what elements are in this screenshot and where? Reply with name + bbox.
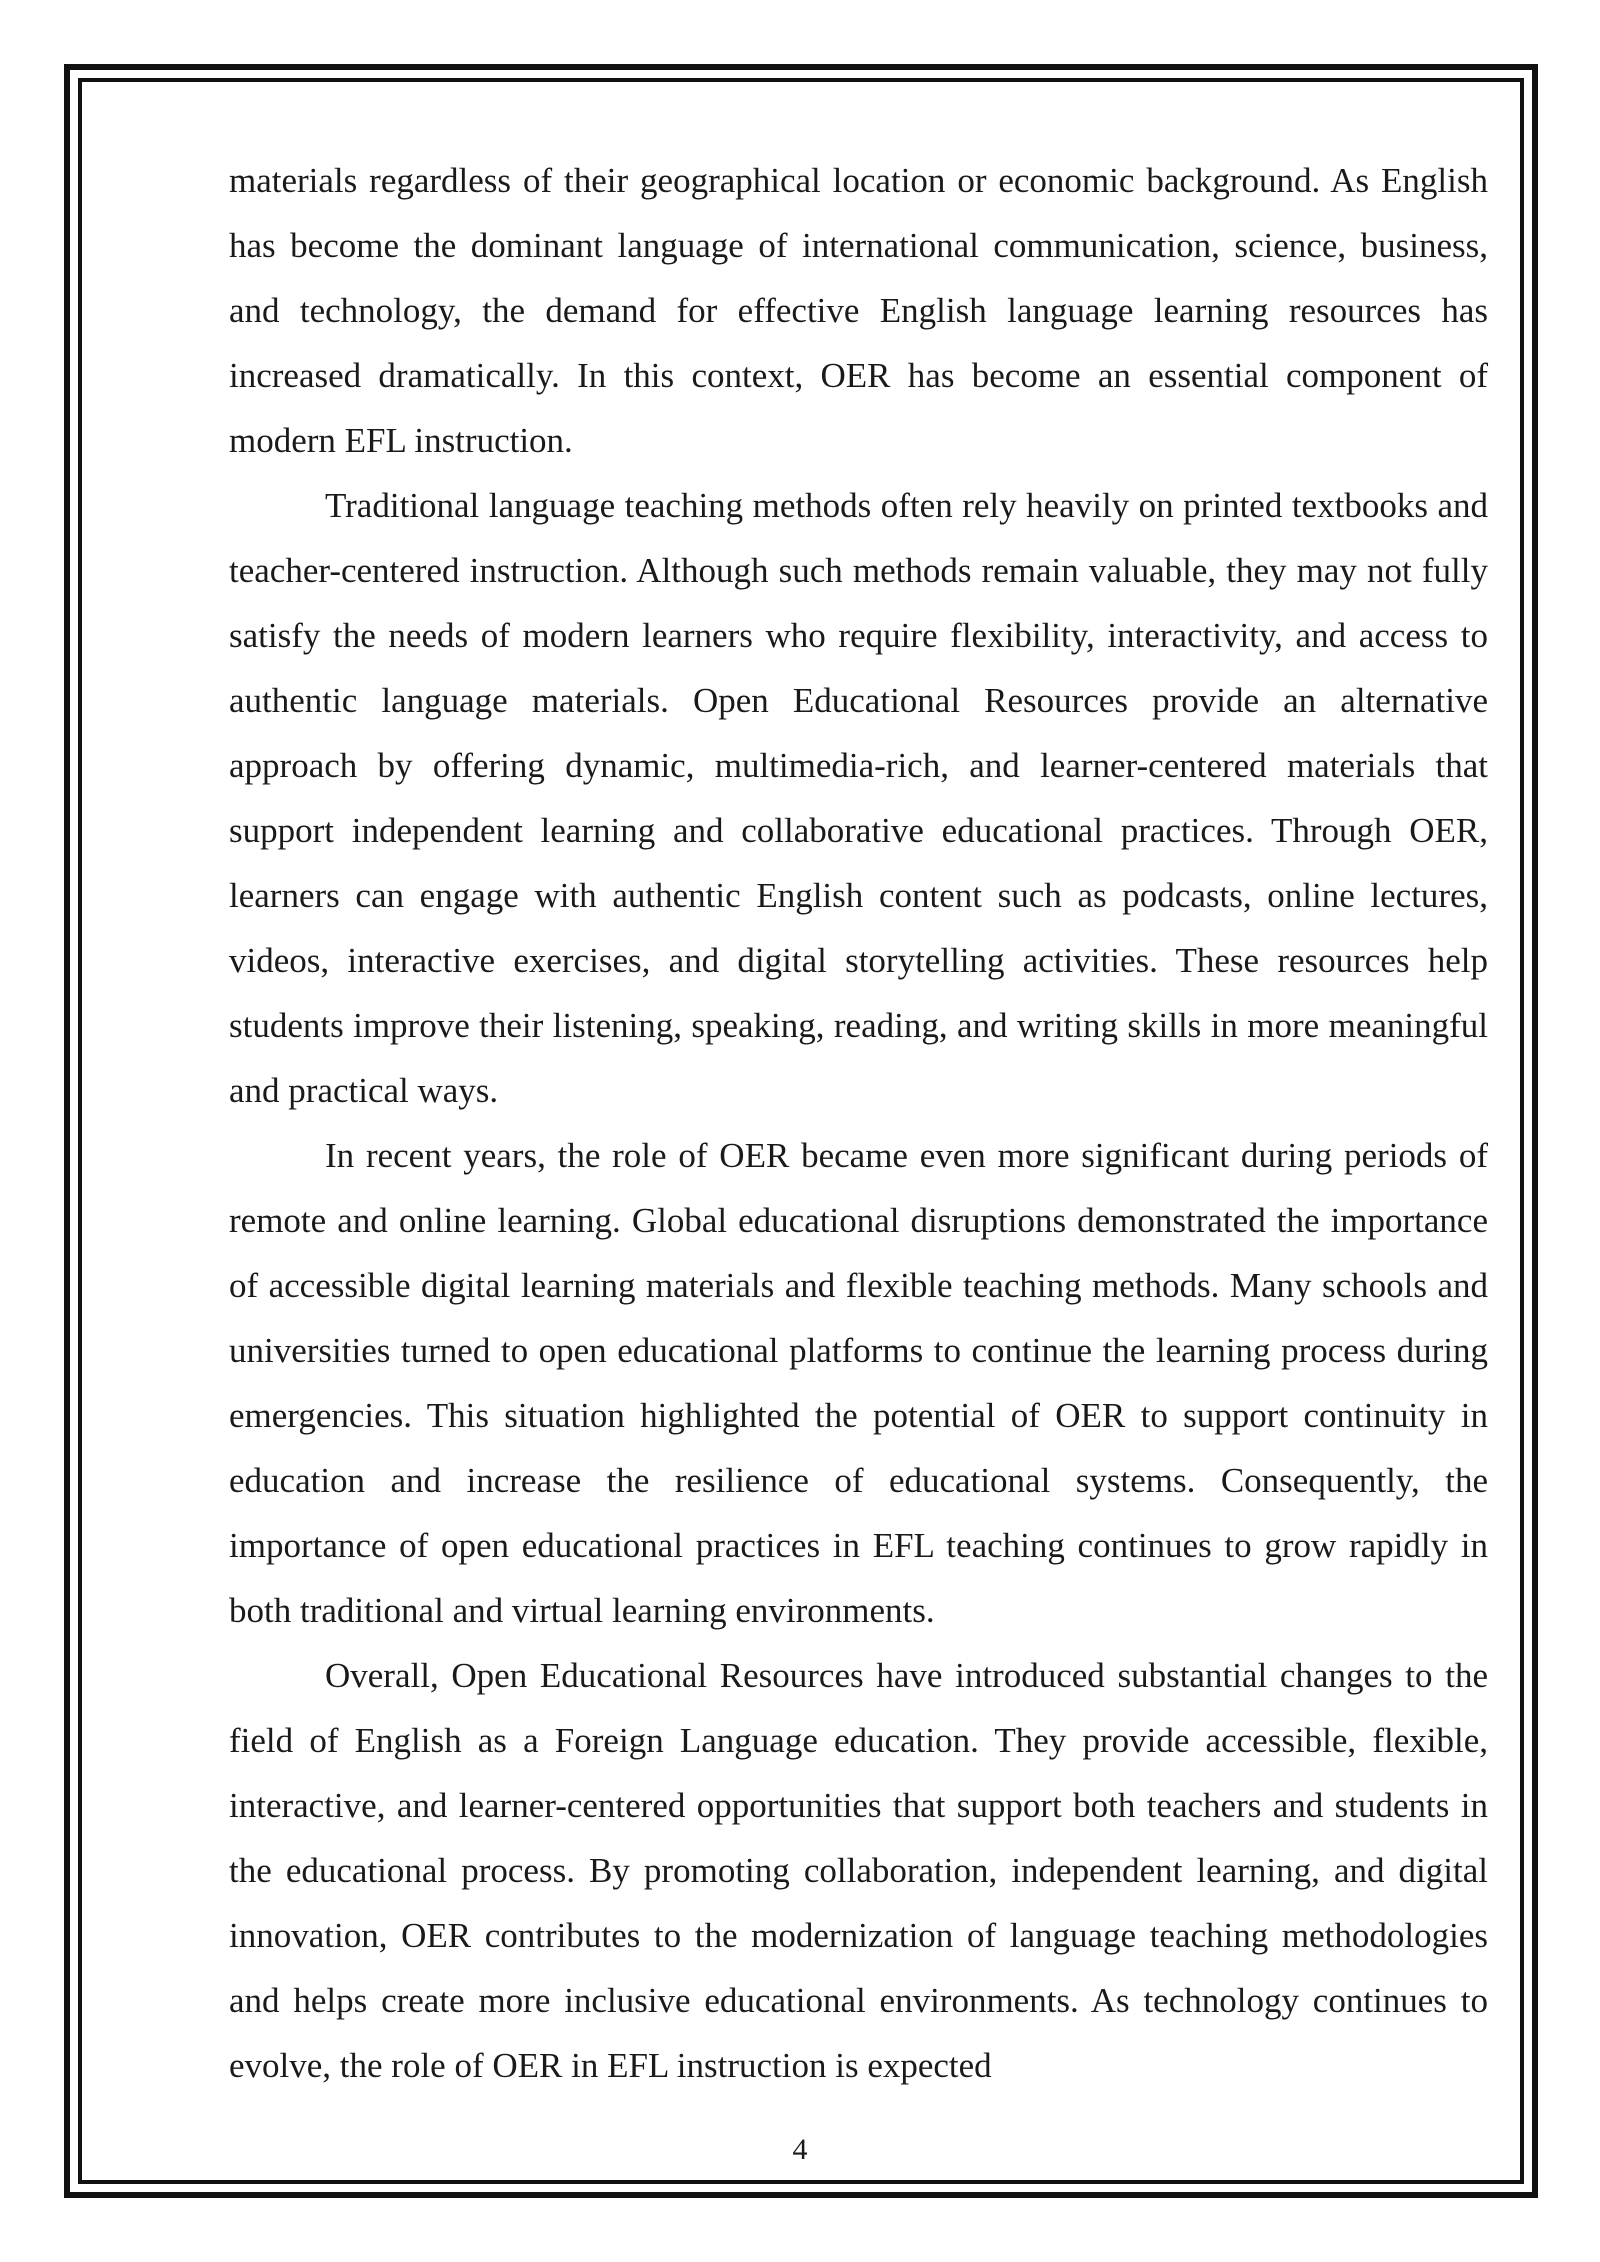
page-number: 4 (792, 2133, 808, 2166)
paragraph-continuation: materials regardless of their geographical location or economic background. As English has become the dominant language of international communication, science, business, and technology, the demand for effective English language learning resources has increased dramatically. In this context, OER has become an essential component of modern EFL instruction. (229, 161, 1488, 460)
paragraph-traditional-methods: Traditional language teaching methods often rely heavily on printed textbooks and teacher-centered instruction. Although such methods remain valuable, they may not fully satisfy the needs of modern learners who require flexibility, interactivity, and access to authentic language materials. Open Educational Resources provide an alternative approach by offering dynamic, multimedia-rich, and learner-centered materials that support independent learning and collaborative educational practices. Through OER, learners can engage with authentic English content such as podcasts, online lectures, videos, interactive exercises, and digital storytelling activities. These resources help students improve their listening, speaking, reading, and writing skills in more meaningful and practical ways. (229, 486, 1488, 1110)
paragraph-overall: Overall, Open Educational Resources have introduced substantial changes to the field of English as a Foreign Language education. They provide accessible, flexible, interactive, and learner-centered opportunities that support both teachers and students in the educational process. By promoting collaboration, independent learning, and digital innovation, OER contributes to the modernization of language teaching methodologies and helps create more inclusive educational environments. As technology continues to evolve, the role of OER in EFL instruction is expected (229, 1656, 1488, 2085)
document-body (229, 148, 1488, 2098)
paragraph-remote-learning: In recent years, the role of OER became even more significant during periods of remote and online learning. Global educational disruptions demonstrated the importance of accessible digital learning materials and flexible teaching methods. Many schools and universities turned to open educational platforms to continue the learning process during emergencies. This situation highlighted the potential of OER to support continuity in education and increase the resilience of educational systems. Consequently, the importance of open educational practices in EFL teaching continues to grow rapidly in both traditional and virtual learning environments. (229, 1136, 1488, 1630)
